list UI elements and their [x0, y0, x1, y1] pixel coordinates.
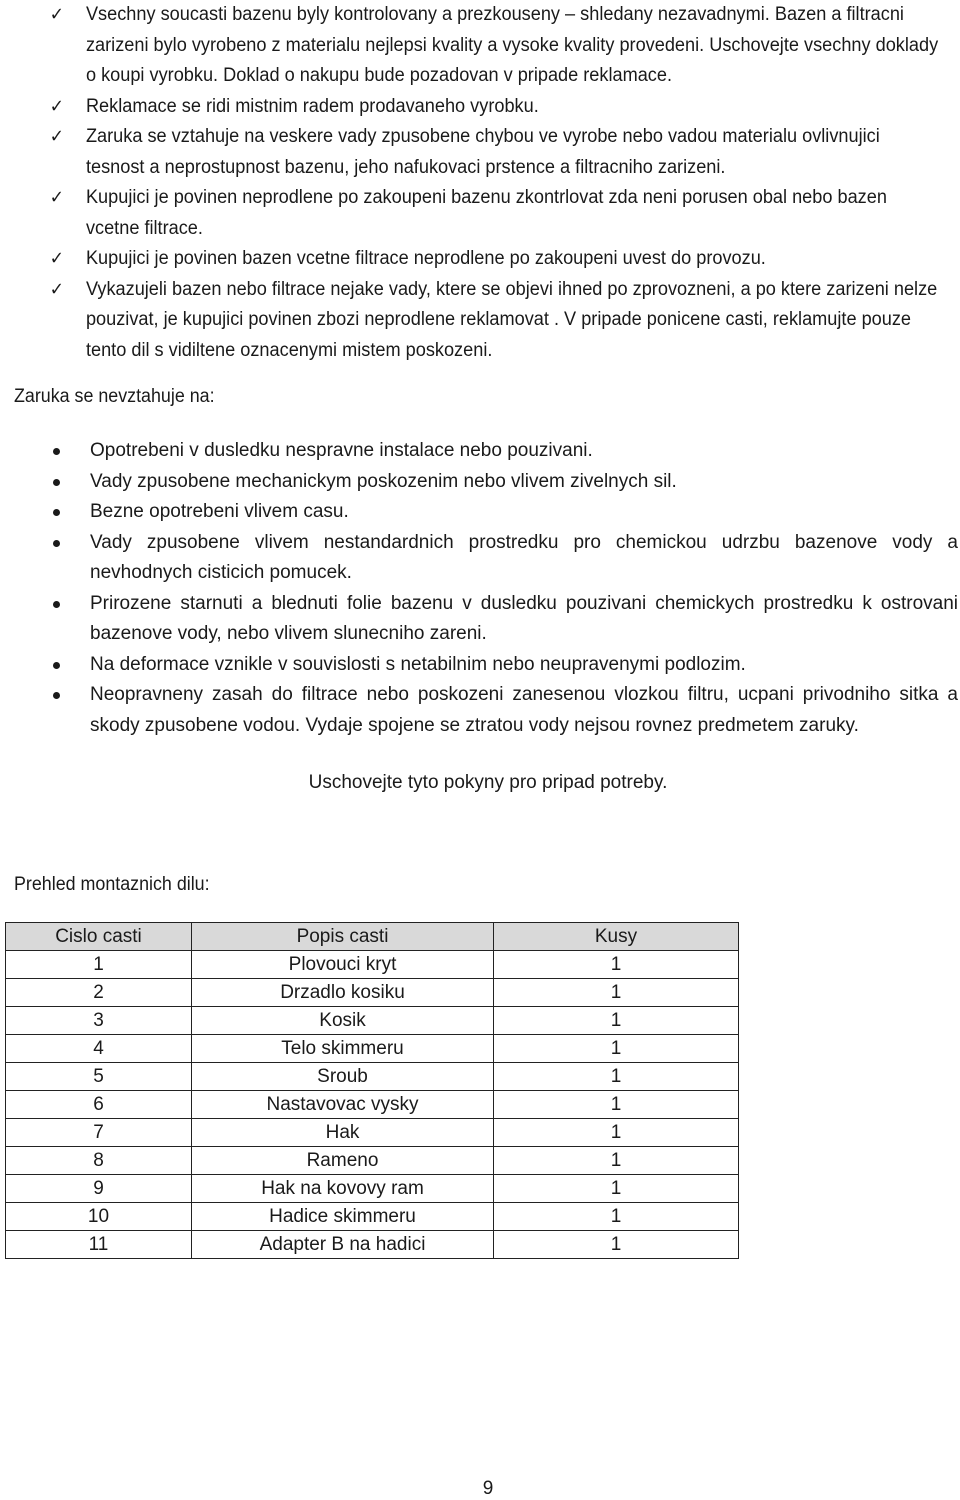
list-item [0, 183, 956, 244]
exclusion-text: Vady zpusobene vlivem nestandardnich prostredku pro chemickou udrzbu bazenove vody a nevhodnych cisticich pomucek. [90, 531, 958, 583]
warranty-conditions-list [0, 0, 960, 366]
part-description-cell: Nastavovac vysky [192, 1091, 494, 1119]
list-item [0, 497, 960, 528]
page-number: 9 [482, 1478, 494, 1499]
condition-text: Zaruka se vztahuje na veskere vady zpusobene chybou ve vyrobe nebo vadou materialu ovlivnujici tesnost a neprostupnost bazenu, jeho nafukovaci prstence a filtracniho zarizeni. [85, 126, 880, 178]
column-header-quantity: Kusy [494, 923, 739, 951]
table-row [6, 1063, 739, 1091]
part-number-cell: 6 [6, 1091, 192, 1119]
exclusion-text: Opotrebeni v dusledku nespravne instalace nebo pouzivani. [90, 440, 593, 461]
part-quantity-cell: 1 [494, 951, 739, 979]
list-item [0, 680, 960, 741]
part-quantity-cell: 1 [494, 1231, 739, 1259]
condition-text: Reklamace se ridi mistnim radem prodavaneho vyrobku. [85, 95, 539, 117]
parts-heading: Prehled montaznich dilu: [14, 874, 210, 895]
column-header-part-number: Cislo casti [6, 923, 192, 951]
bullet-icon [53, 479, 60, 486]
part-number-cell: 2 [6, 979, 192, 1007]
part-number-cell: 7 [6, 1119, 192, 1147]
part-quantity-cell: 1 [494, 1147, 739, 1175]
part-quantity-cell: 1 [494, 1007, 739, 1035]
check-icon: ✓ [49, 278, 65, 300]
list-item [0, 589, 960, 650]
bullet-icon [53, 448, 60, 455]
part-description-cell: Rameno [192, 1147, 494, 1175]
check-icon: ✓ [49, 4, 65, 25]
parts-table [5, 922, 739, 1259]
table-row [6, 1147, 739, 1175]
list-item [0, 436, 960, 467]
part-description-cell: Sroub [192, 1063, 494, 1091]
list-item [0, 122, 956, 183]
check-icon: ✓ [49, 95, 65, 117]
part-description-cell: Hak [192, 1119, 494, 1147]
table-row [6, 951, 739, 979]
part-number-cell: 8 [6, 1147, 192, 1175]
check-icon: ✓ [49, 248, 65, 269]
table-row [6, 1091, 739, 1119]
table-header-row [6, 923, 739, 951]
part-description-cell: Drzadlo kosiku [192, 979, 494, 1007]
part-number-cell: 4 [6, 1035, 192, 1063]
bullet-icon [53, 601, 60, 608]
list-item [0, 650, 960, 681]
keep-instructions-note: Uschovejte tyto pokyny pro pripad potreby. [308, 772, 668, 793]
part-description-cell: Kosik [192, 1007, 494, 1035]
exclusions-heading: Zaruka se nevztahuje na: [14, 386, 215, 407]
part-quantity-cell: 1 [494, 1119, 739, 1147]
part-description-cell: Adapter B na hadici [192, 1231, 494, 1259]
table-row [6, 1175, 739, 1203]
table-row [6, 1035, 739, 1063]
bullet-icon [53, 692, 60, 699]
part-number-cell: 11 [6, 1231, 192, 1259]
part-quantity-cell: 1 [494, 1035, 739, 1063]
list-item [0, 528, 960, 589]
table-row [6, 1203, 739, 1231]
table-row [6, 1119, 739, 1147]
exclusions-list [0, 436, 960, 741]
condition-text: Vykazujeli bazen nebo filtrace nejake vady, ktere se objevi ihned po zprovozneni, a po ktere zarizeni nelze pouzivat, je kupujici povinen zbozi neprodlene reklamovat . V pripade ponicene casti, reklamujte pouze tento dil s vidiltene oznacenymi mistem poskozeni. [85, 278, 938, 361]
list-item [0, 244, 956, 275]
condition-text: Kupujici je povinen neprodlene po zakoupeni bazenu zkontrlovat zda neni porusen obal nebo bazen vcetne filtrace. [85, 187, 887, 239]
condition-text: Kupujici je povinen bazen vcetne filtrace neprodlene po zakoupeni uvest do provozu. [85, 248, 766, 269]
part-description-cell: Telo skimmeru [192, 1035, 494, 1063]
part-quantity-cell: 1 [494, 1203, 739, 1231]
check-icon: ✓ [49, 126, 65, 147]
part-description-cell: Plovouci kryt [192, 951, 494, 979]
part-quantity-cell: 1 [494, 1175, 739, 1203]
table-row [6, 1007, 739, 1035]
part-number-cell: 9 [6, 1175, 192, 1203]
list-item [0, 92, 956, 123]
exclusion-text: Bezne opotrebeni vlivem casu. [90, 501, 349, 522]
list-item [0, 275, 956, 367]
bullet-icon [53, 509, 60, 516]
part-description-cell: Hak na kovovy ram [192, 1175, 494, 1203]
bullet-icon [53, 662, 60, 669]
condition-text: Vsechny soucasti bazenu byly kontrolovany a prezkouseny – shledany nezavadnymi. Bazen a filtracni zarizeni bylo vyrobeno z materialu nejlepsi kvality a vysoke kvality provedeni. Uschovejte vsechny doklady o koupi vyrobku. Doklad o nakupu bude pozadovan v pripade reklamace. [85, 4, 939, 86]
part-quantity-cell: 1 [494, 979, 739, 1007]
part-quantity-cell: 1 [494, 1091, 739, 1119]
part-number-cell: 1 [6, 951, 192, 979]
part-number-cell: 3 [6, 1007, 192, 1035]
part-description-cell: Hadice skimmeru [192, 1203, 494, 1231]
exclusion-text: Neopravneny zasah do filtrace nebo poskozeni zanesenou vlozkou filtru, ucpani privodniho sitka a skody zpusobene vodou. Vydaje spojene se ztratou vody nejsou rovnez predmetem zaruky. [90, 684, 958, 736]
exclusion-text: Vady zpusobene mechanickym poskozenim nebo vlivem zivelnych sil. [90, 470, 677, 492]
part-number-cell: 5 [6, 1063, 192, 1091]
column-header-description: Popis casti [192, 923, 494, 951]
list-item [0, 467, 960, 498]
check-icon: ✓ [49, 187, 65, 208]
bullet-icon [53, 540, 60, 547]
part-quantity-cell: 1 [494, 1063, 739, 1091]
table-row [6, 1231, 739, 1259]
exclusion-text: Na deformace vznikle v souvislosti s netabilnim nebo neupravenymi podlozim. [90, 653, 746, 675]
list-item [0, 0, 956, 92]
exclusion-text: Prirozene starnuti a blednuti folie bazenu v dusledku pouzivani chemickych prostredku k ostrovani bazenove vody, nebo vlivem slunecniho zareni. [90, 592, 958, 644]
part-number-cell: 10 [6, 1203, 192, 1231]
table-row [6, 979, 739, 1007]
